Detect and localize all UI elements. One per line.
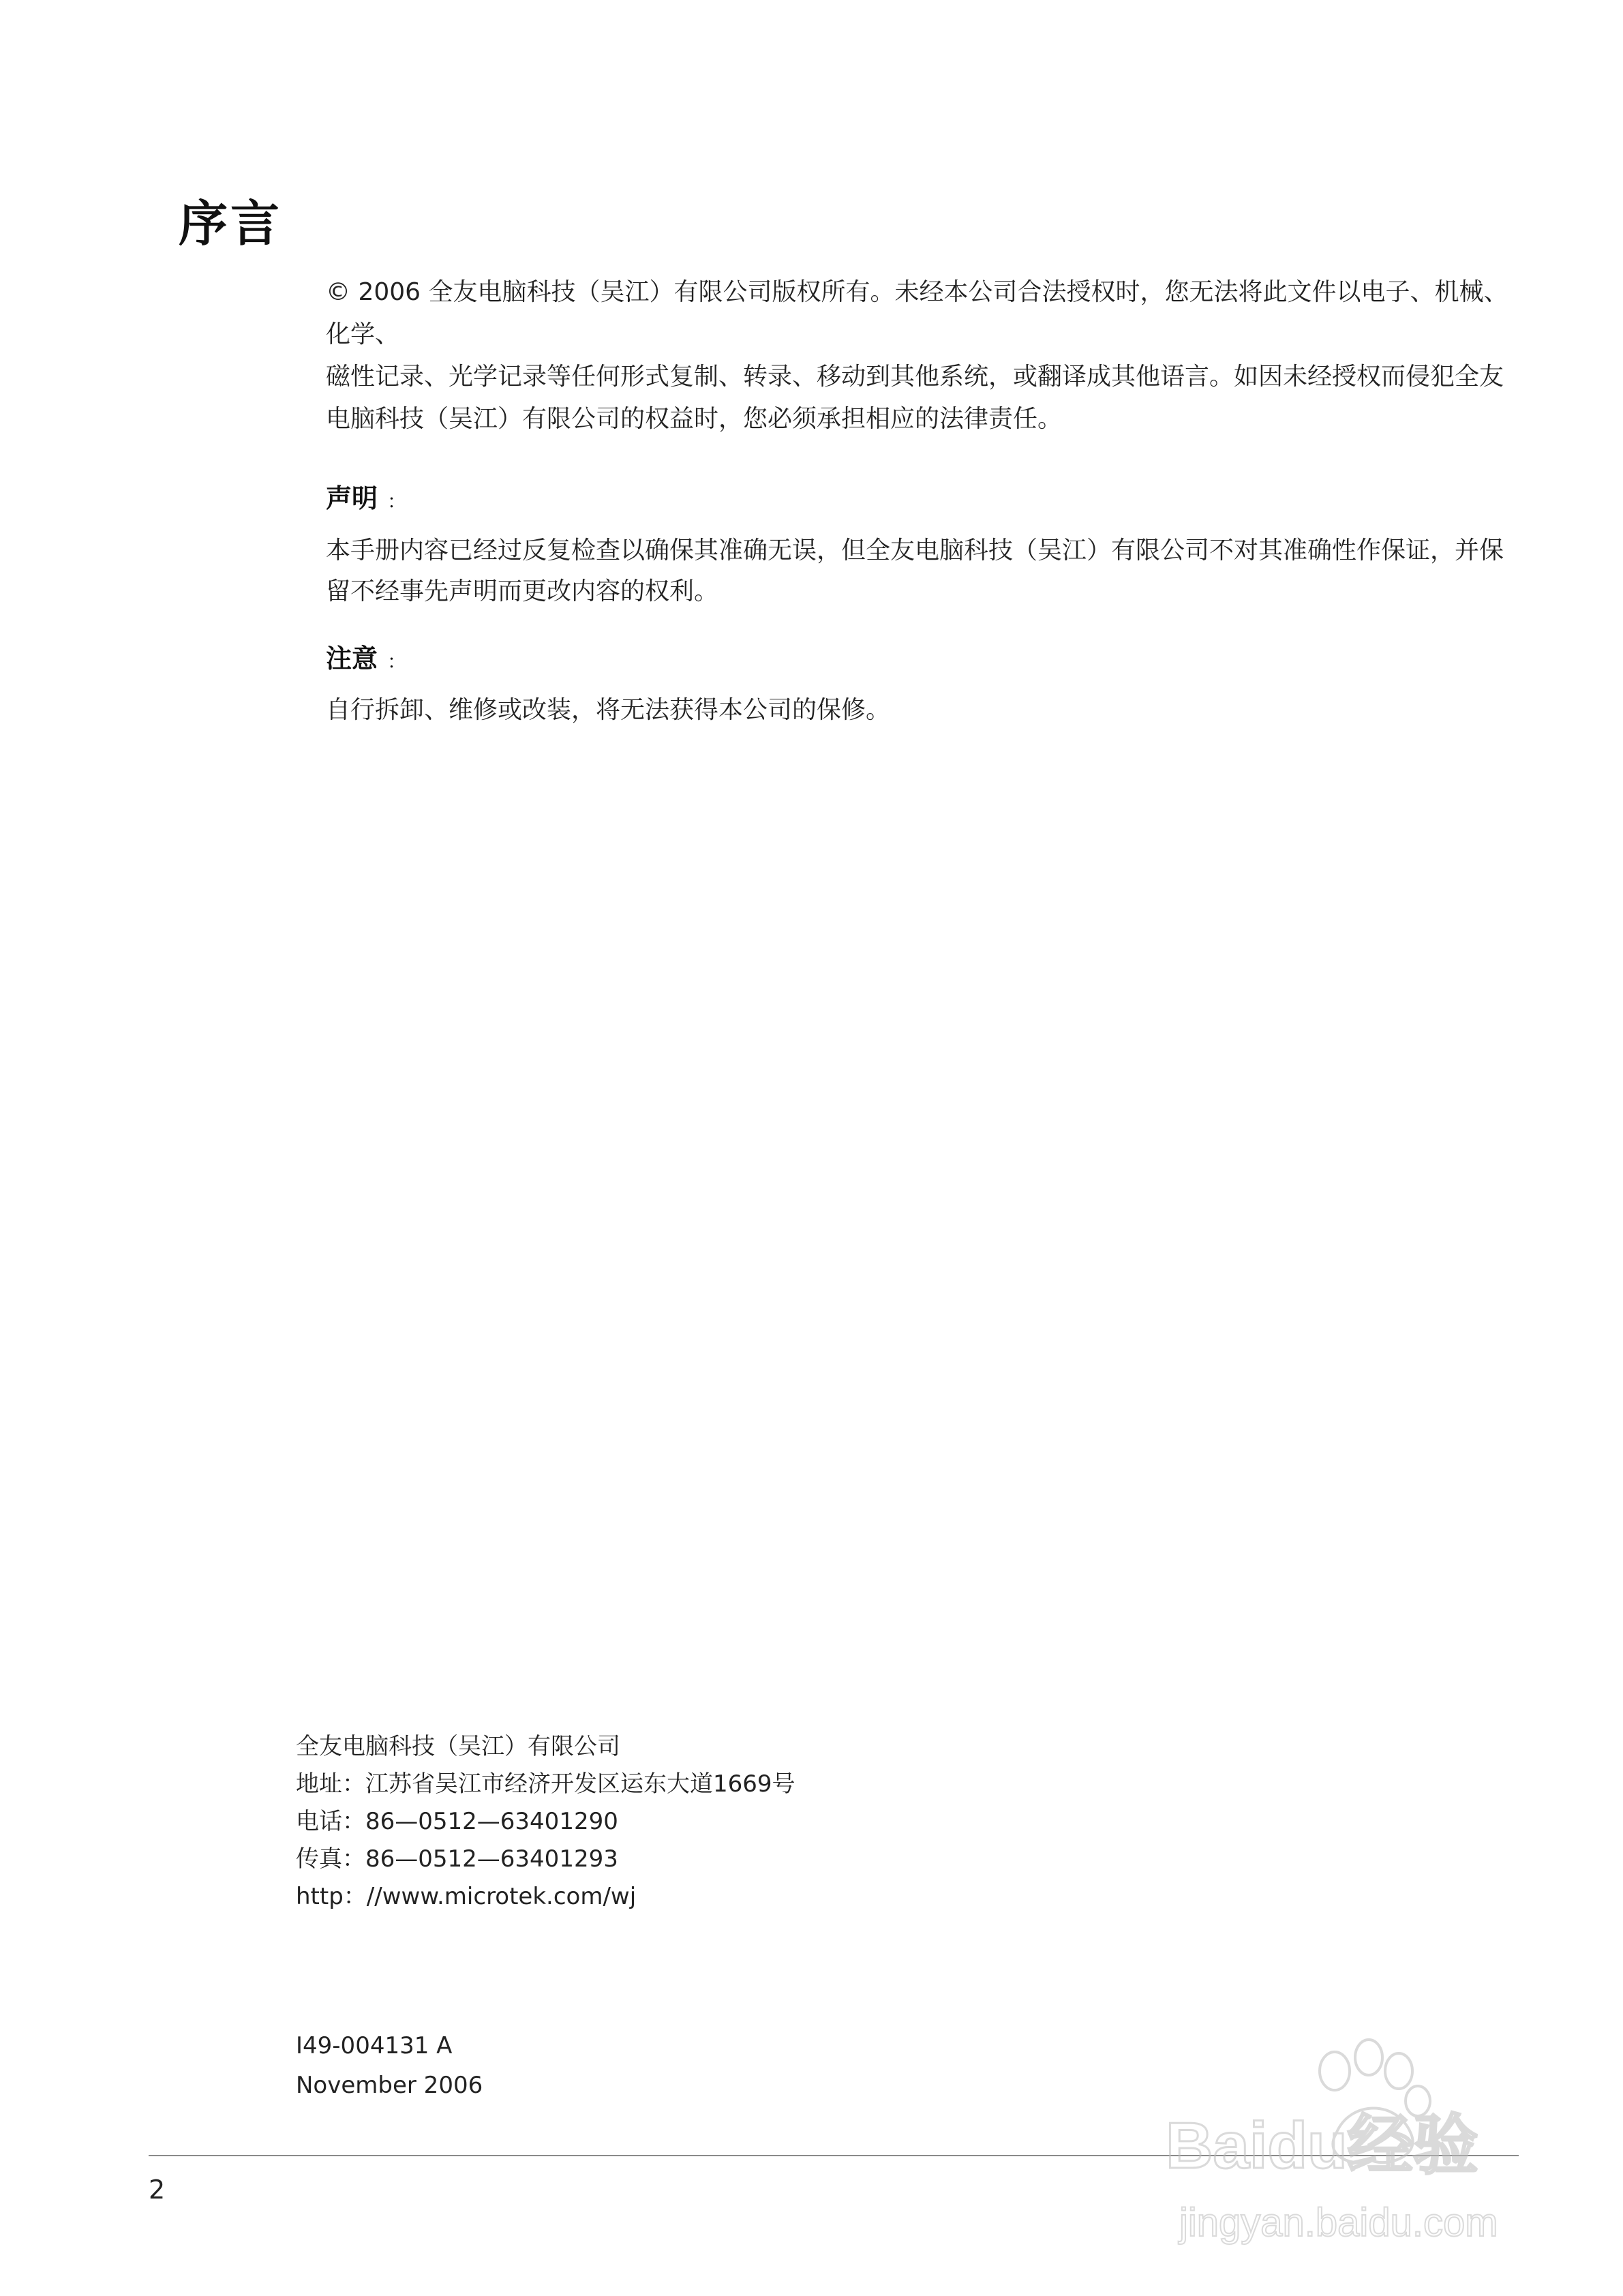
statement-line: 留不经事先声明而更改内容的权利。	[326, 577, 719, 605]
statement-paragraph	[326, 530, 1526, 612]
contact-block	[296, 1728, 795, 1916]
company-name: 全友电脑科技（吴江）有限公司	[296, 1733, 620, 1760]
statement-heading-text: 声明	[326, 483, 378, 513]
statement-line: 本手册内容已经过反复检查以确保其准确无误，但全友电脑科技（吴江）有限公司不对其准确性作保证，并保	[326, 537, 1504, 564]
page-number: 2	[149, 2175, 166, 2205]
page-title: 序言	[179, 195, 283, 252]
statement-heading-colon: ：	[387, 489, 407, 513]
company-fax: 传真：86—0512—63401293	[296, 1845, 618, 1873]
company-url[interactable]: http：//www.microtek.com/wj	[296, 1883, 637, 1910]
copyright-line: © 2006 全友电脑科技（吴江）有限公司版权所有。未经本公司合法授权时，您无法将此文件以电子、机械、化学、	[326, 278, 1508, 348]
watermark-url-text: jingyan.baidu.com	[1179, 2201, 1498, 2245]
company-address: 地址：江苏省吴江市经济开发区运东大道1669号	[296, 1770, 795, 1798]
notice-line: 自行拆卸、维修或改装，将无法获得本公司的保修。	[326, 696, 891, 724]
statement-heading	[326, 477, 406, 515]
watermark-brand-text: Baidu经验	[1166, 2109, 1478, 2182]
baidu-jingyan-watermark	[1152, 2038, 1534, 2270]
document-date: November 2006	[296, 2072, 483, 2099]
document-info	[296, 2026, 483, 2105]
notice-heading-colon: ：	[387, 650, 407, 673]
notice-paragraph	[326, 690, 1526, 731]
copyright-paragraph	[326, 271, 1526, 440]
copyright-line: 电脑科技（吴江）有限公司的权益时，您必须承担相应的法律责任。	[326, 405, 1063, 433]
notice-heading	[326, 637, 406, 675]
document-code: I49-004131 A	[296, 2032, 453, 2059]
company-phone: 电话：86—0512—63401290	[296, 1808, 618, 1835]
baidu-watermark-graphic	[1152, 2038, 1534, 2270]
notice-heading-text: 注意	[326, 644, 378, 674]
copyright-line: 磁性记录、光学记录等任何形式复制、转录、移动到其他系统，或翻译成其他语言。如因未经授权而侵犯全友	[326, 363, 1504, 391]
